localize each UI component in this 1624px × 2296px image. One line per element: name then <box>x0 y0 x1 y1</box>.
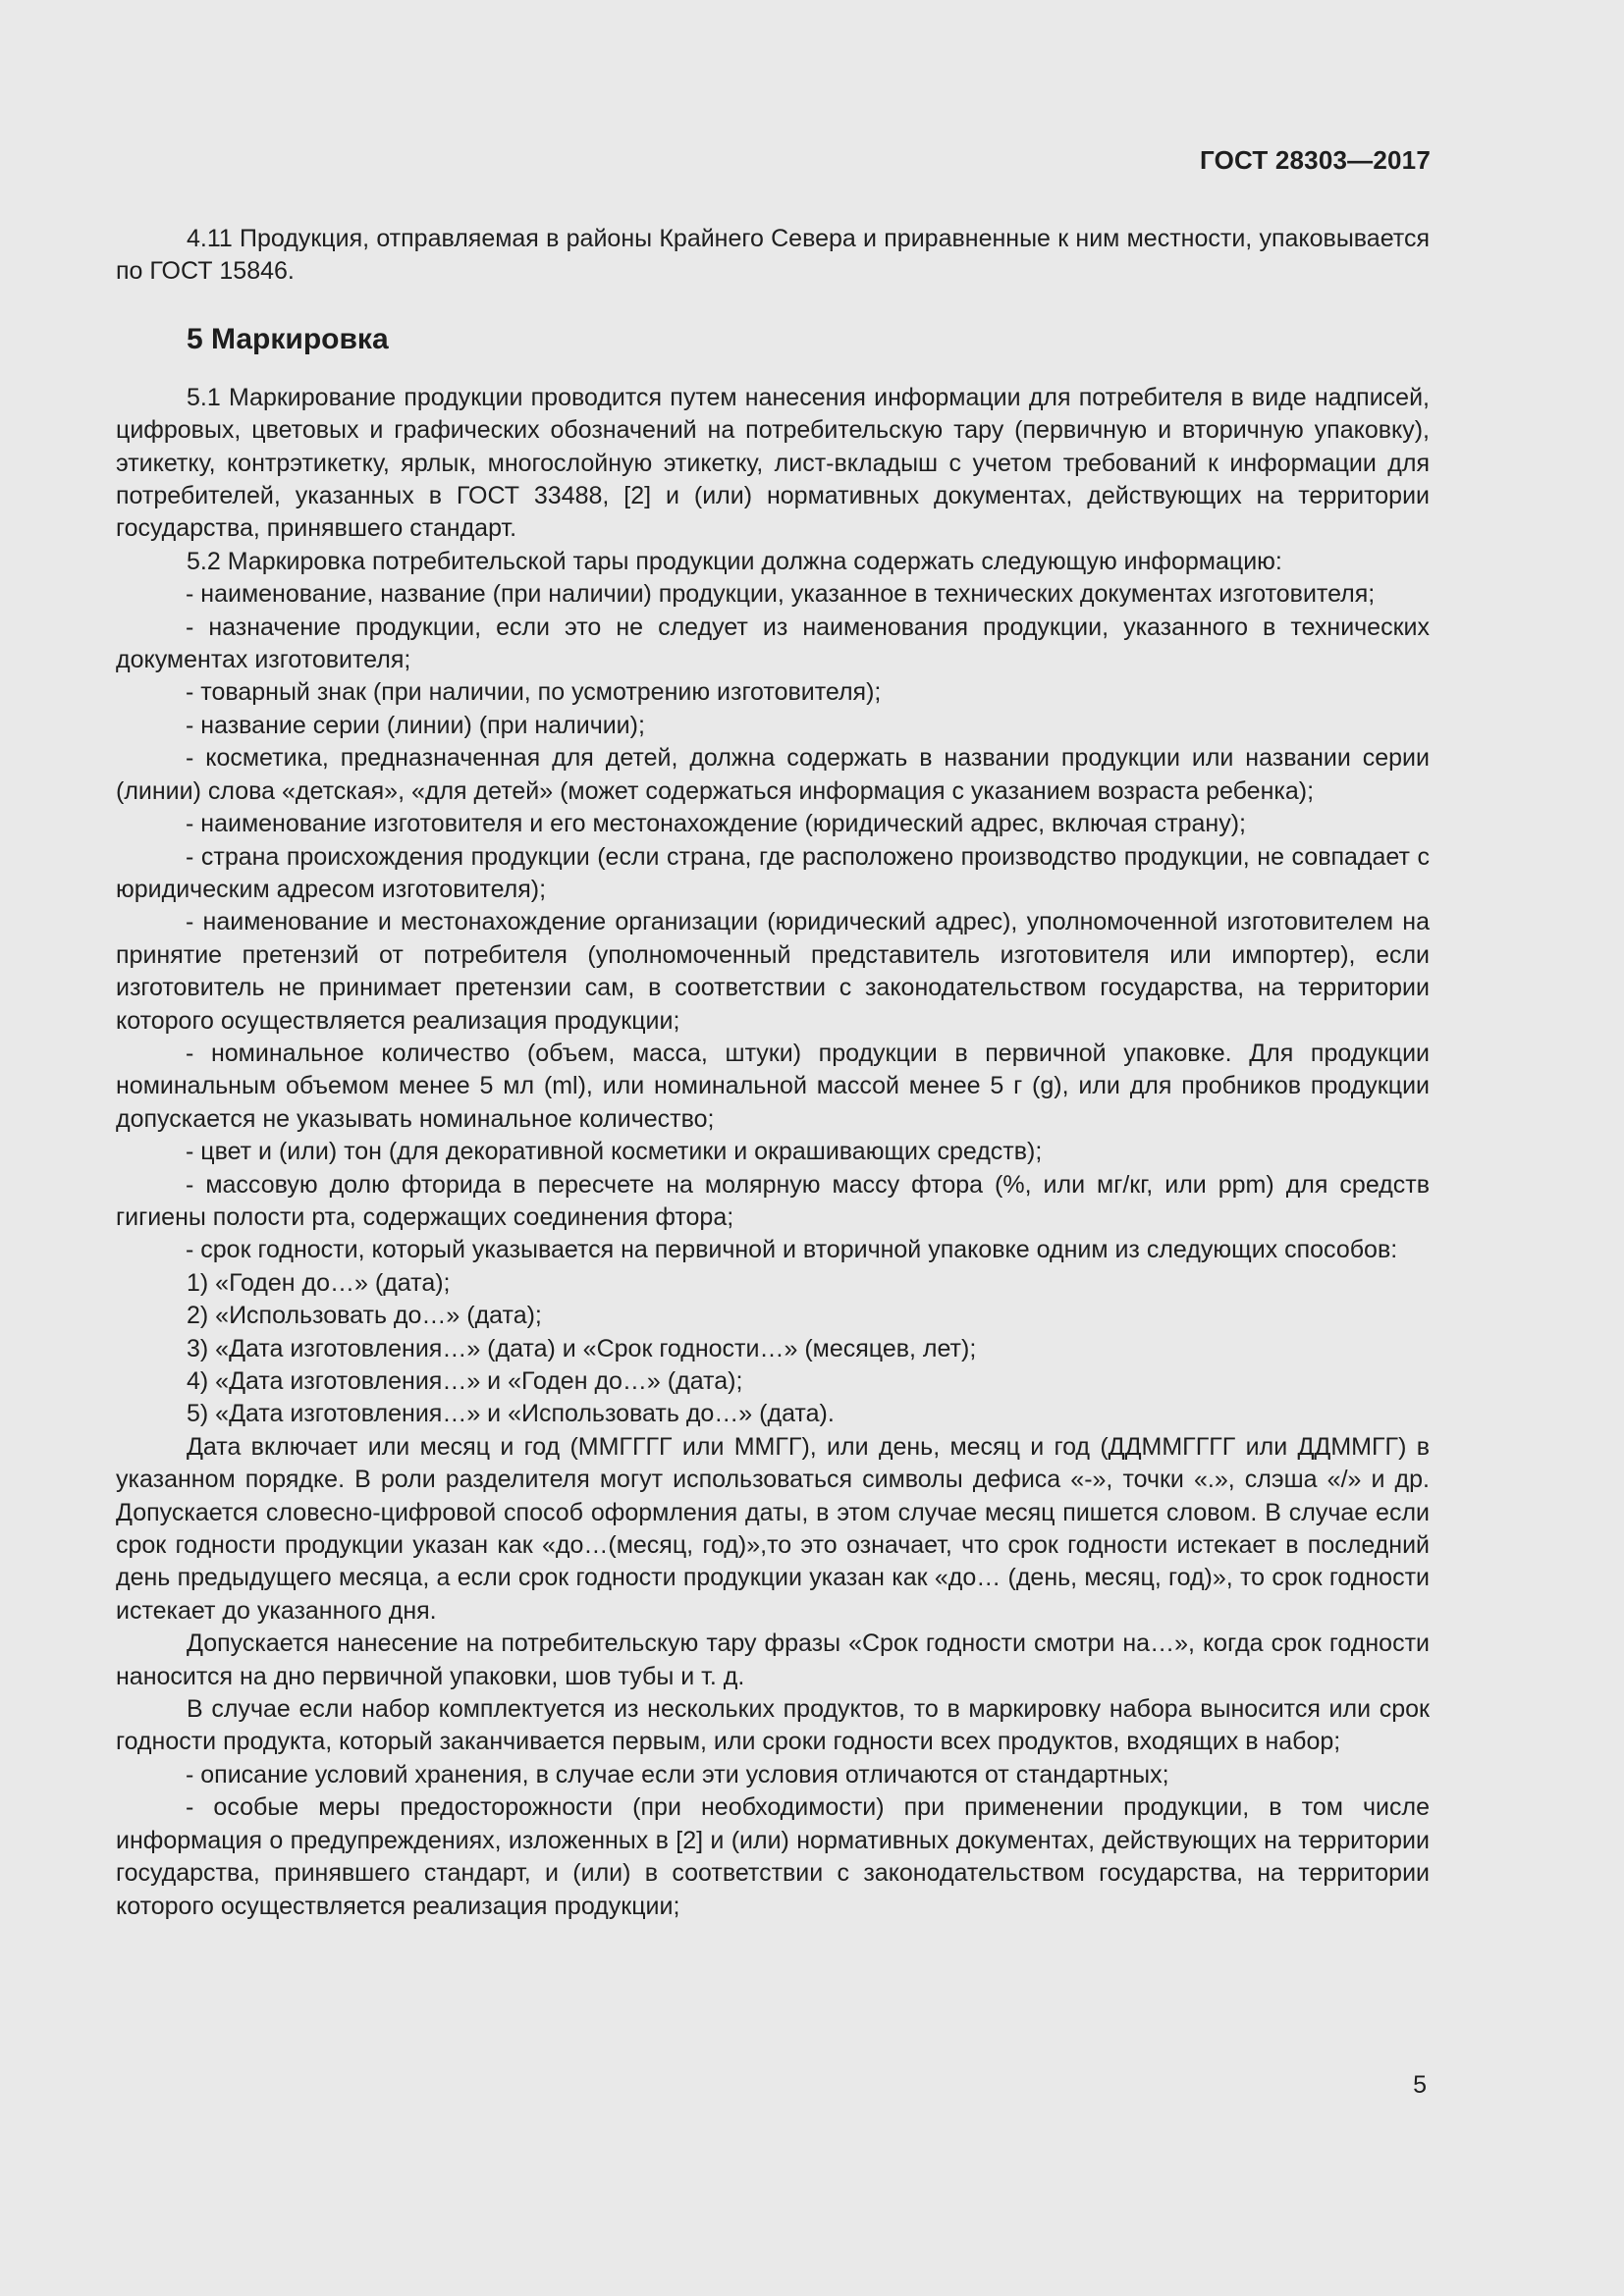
document-code-header: ГОСТ 28303—2017 <box>1200 145 1431 175</box>
list-item-precautions: - особые меры предосторожности (при необходимости) при применении продукции, в том числе информация о предупреждениях, изложенных в [2] и (или) нормативных документах, действующих на территории государства, принявшего стандарт, и (или) в соответствии с законодательством государства, на территории которого осуществляется реализация продукции; <box>116 1793 1430 1920</box>
list-item-organization: - наименование и местонахождение организации (юридический адрес), уполномоченной изготовителем на принятие претензий от потребителя (уполномоченный представитель изготовителя или импортер), если изготовитель не принимает претензии сам, в соответствии с законодательством государства, на территории которого осуществляется реализация продукции; <box>116 908 1430 1035</box>
paragraph-see-on: Допускается нанесение на потребительскую тару фразы «Срок годности смотри на…», когда срок годности наносится на дно первичной упаковки, шов тубы и т. д. <box>116 1629 1430 1690</box>
list-item-product-name: - наименование, название (при наличии) продукции, указанное в технических документах изготовителя; <box>186 580 1376 609</box>
list-item-children: - косметика, предназначенная для детей, должна содержать в названии продукции или названии серии (линии) слова «детская», «для детей» (может содержаться информация с указанием возраста ребенка); <box>116 744 1430 805</box>
list-item-series: - название серии (линии) (при наличии); <box>186 711 645 739</box>
document-body <box>116 223 1430 1923</box>
list-item-quantity: - номинальное количество (объем, масса, штуки) продукции в первичной упаковке. Для продукции номинальным объемом менее 5 мл (ml), или номинальной массой менее 5 г (g), или для пробников продукции допускается не указывать номинальное количество; <box>116 1039 1430 1133</box>
paragraph-5-2: 5.2 Маркировка потребительской тары продукции должна содержать следующую информацию: <box>187 547 1282 575</box>
page-number: 5 <box>1413 2071 1427 2099</box>
paragraph-date-format: Дата включает или месяц и год (ММГГГГ или ММГГ), или день, месяц и год (ДДММГГГГ или ДДММГГ) в указанном порядке. В роли разделителя могут использоваться символы дефиса «-», точки «.», слэша «/» и др. Допускается словесно-цифровой способ оформления даты, в этом случае месяц пишется словом. В случае если срок годности продукции указан как «до…(месяц, год)»,то это означает, что срок годности истекает в последний день предыдущего месяца, а если срок годности продукции указан как «до… (день, месяц, год)», то срок годности истекает до указанного дня. <box>116 1432 1430 1625</box>
list-item-manufacturer: - наименование изготовителя и его местонахождение (юридический адрес, включая страну); <box>186 810 1247 838</box>
list-item-purpose: - назначение продукции, если это не следует из наименования продукции, указанного в технических документах изготовителя; <box>116 613 1430 674</box>
list-item-color: - цвет и (или) тон (для декоративной косметики и окрашивающих средств); <box>186 1138 1043 1166</box>
shelf-life-way-5: 5) «Дата изготовления…» и «Использовать до…» (дата). <box>187 1400 835 1428</box>
paragraph-5-1: 5.1 Маркирование продукции проводится путем нанесения информации для потребителя в виде надписей, цифровых, цветовых и графических обозначений на потребительскую тару (первичную и вторичную упаковку), этикетку, контрэтикетку, ярлык, многослойную этикетку, лист-вкладыш с учетом требований к информации для потребителей, указанных в ГОСТ 33488, [2] и (или) нормативных документах, действующих на территории государства, принявшего стандарт. <box>116 383 1430 543</box>
shelf-life-way-4: 4) «Дата изготовления…» и «Годен до…» (дата); <box>187 1367 743 1395</box>
paragraph-kit: В случае если набор комплектуется из нескольких продуктов, то в маркировку набора выносится или срок годности продукта, который заканчивается первым, или сроки годности всех продуктов, входящих в набор; <box>116 1695 1430 1756</box>
shelf-life-way-3: 3) «Дата изготовления…» (дата) и «Срок годности…» (месяцев, лет); <box>187 1334 977 1362</box>
list-item-trademark: - товарный знак (при наличии, по усмотрению изготовителя); <box>186 678 882 707</box>
shelf-life-way-1: 1) «Годен до…» (дата); <box>187 1268 451 1297</box>
paragraph-4-11: 4.11 Продукция, отправляемая в районы Крайнего Севера и приравненные к ним местности, упаковывается по ГОСТ 15846. <box>116 225 1430 286</box>
shelf-life-way-2: 2) «Использовать до…» (дата); <box>187 1302 542 1330</box>
list-item-country: - страна происхождения продукции (если страна, где расположено производство продукции, не совпадает с юридическим адресом изготовителя); <box>116 842 1430 903</box>
list-item-fluoride: - массовую долю фторида в пересчете на молярную массу фтора (%, или мг/кг, или ppm) для средств гигиены полости рта, содержащих соединения фтора; <box>116 1170 1430 1231</box>
list-item-storage: - описание условий хранения, в случае если эти условия отличаются от стандартных; <box>186 1760 1169 1789</box>
list-item-shelf-life: - срок годности, который указывается на первичной и вторичной упаковке одним из следующих способов: <box>186 1236 1398 1264</box>
section-5-title: 5 Маркировка <box>187 322 389 355</box>
